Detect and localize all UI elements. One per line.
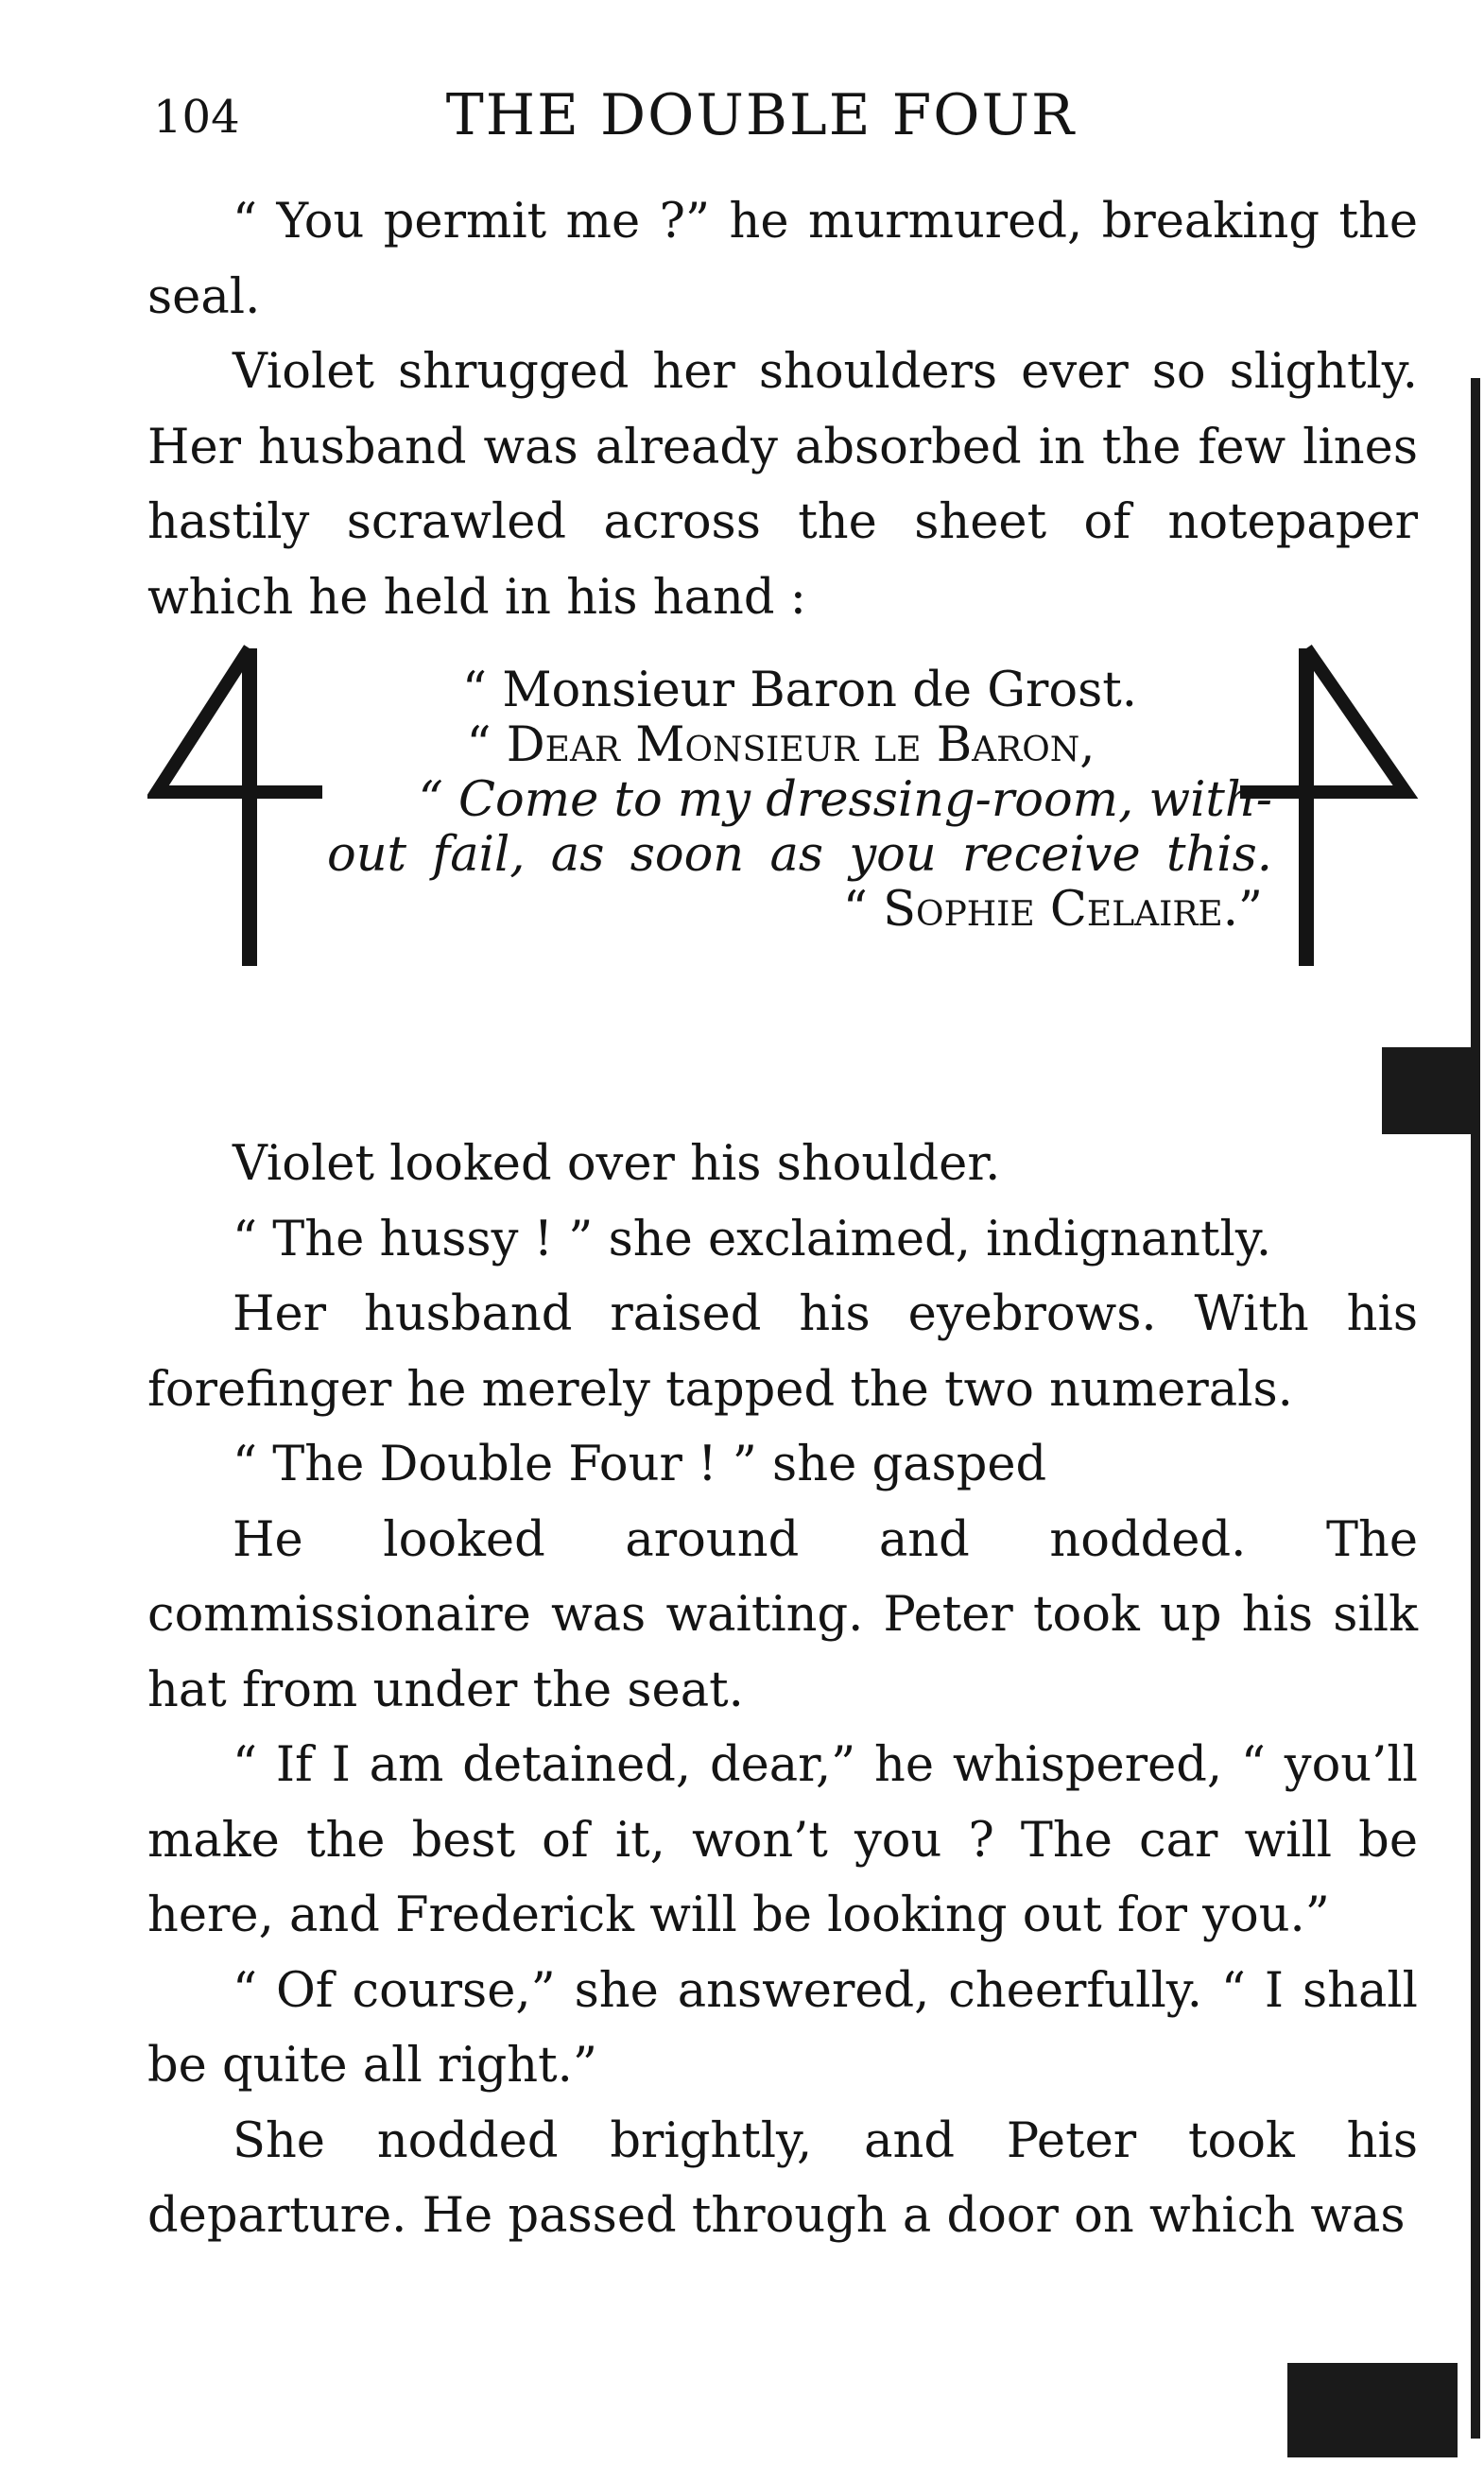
letter-note xyxy=(327,664,1272,938)
scan-blot-bottom xyxy=(1287,2363,1458,2457)
scan-edge-strip xyxy=(1471,378,1480,2439)
letter-address: “ Monsieur Baron de Grost. xyxy=(462,663,1137,718)
paragraph: Her husband raised his eyebrows. With his forefinger he merely tapped the two numerals. xyxy=(147,1286,1418,1418)
paragraph: He looked around and nodded. The commissionaire was waiting. Peter took up his silk hat from under the seat. xyxy=(147,1511,1418,1718)
four-numeral-right-icon xyxy=(1231,635,1420,975)
paragraph: She nodded brightly, and Peter took his departure. He passed through a door on which was xyxy=(147,2112,1418,2244)
paragraph: Violet looked over his shoulder. xyxy=(233,1136,1001,1192)
paragraph: Violet shrugged her shoulders ever so slightly. Her husband was already absorbed in the few lines hastily scrawled across the sheet of notepaper which he held in his hand : xyxy=(147,344,1418,626)
paragraph: “ The Double Four ! ” she gasped xyxy=(233,1437,1047,1492)
four-numeral-left-icon xyxy=(147,635,336,975)
paragraph: “ Of course,” she answered, cheerfully. “ I shall be quite all right.” xyxy=(147,1962,1418,2094)
paragraph: “ The hussy ! ” she exclaimed, indignantly. xyxy=(233,1211,1272,1267)
paragraph: “ If I am detained, dear,” he whispered, “ you’ll make the best of it, won’t you ? The car will be here, and Frederick will be looking out for you.” xyxy=(147,1737,1418,1943)
letter-block xyxy=(147,635,1418,1127)
letter-body-line-1: “ Come to my dressing-room, with- xyxy=(418,772,1272,828)
body-text xyxy=(147,184,1418,2254)
paragraph: “ You permit me ?” he murmured, breaking the seal. xyxy=(147,194,1418,325)
page-number: 104 xyxy=(153,91,240,144)
running-title: THE DOUBLE FOUR xyxy=(445,82,1077,148)
letter-body-line-2: out fail, as soon as you receive this. xyxy=(327,827,1272,883)
letter-signature: “ Sophie Celaire.” xyxy=(842,882,1263,938)
letter-salutation: “ Dear Monsieur le Baron, xyxy=(466,717,1096,773)
scan-blot xyxy=(1382,1047,1475,1134)
